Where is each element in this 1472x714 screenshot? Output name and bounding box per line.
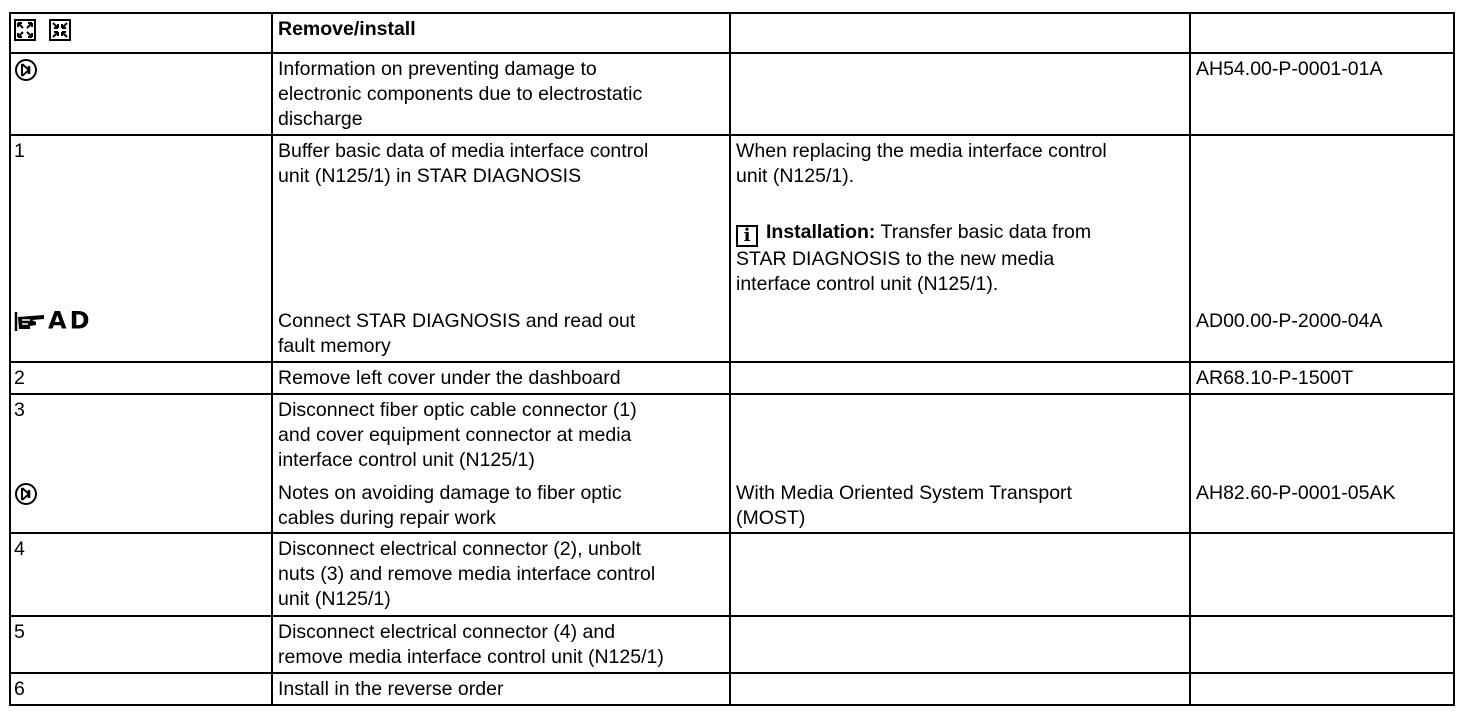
note-cell bbox=[730, 135, 1190, 362]
step-text: Install in the reverse order bbox=[272, 673, 730, 705]
step-number-cell bbox=[10, 394, 272, 533]
sub-step-text: Connect STAR DIAGNOSIS and read out bbox=[278, 310, 636, 332]
step-text: Disconnect fiber optic cable connector (1) bbox=[278, 399, 637, 421]
step-text: Remove left cover under the dashboard bbox=[272, 362, 730, 394]
step-text: remove media interface control unit (N125/1) bbox=[278, 646, 664, 668]
step-cell bbox=[272, 135, 730, 362]
table-row bbox=[10, 362, 1454, 394]
step-number: 4 bbox=[10, 533, 272, 616]
step-text: discharge bbox=[278, 108, 363, 130]
sub-step bbox=[278, 309, 635, 359]
table-row bbox=[10, 673, 1454, 705]
step-cell bbox=[272, 616, 730, 673]
table-row bbox=[10, 394, 1454, 533]
table-row bbox=[10, 53, 1454, 135]
row-marker-cell bbox=[10, 53, 272, 135]
info-text: STAR DIAGNOSIS to the new media bbox=[736, 248, 1055, 270]
step-number: 2 bbox=[10, 362, 272, 394]
reference-cell bbox=[1190, 616, 1454, 673]
sub-step bbox=[278, 481, 622, 531]
header-col4 bbox=[1190, 13, 1454, 53]
info-text: Transfer basic data from bbox=[880, 221, 1092, 243]
step-number: 1 bbox=[14, 140, 25, 162]
note-cell bbox=[730, 362, 1190, 394]
info-note bbox=[736, 220, 1183, 247]
reference-cell bbox=[1190, 394, 1454, 533]
reference-link[interactable]: AD00.00-P-2000-04A bbox=[1196, 310, 1383, 332]
step-text: Disconnect electrical connector (2), unbolt bbox=[278, 538, 642, 560]
reference-cell bbox=[1190, 533, 1454, 616]
step-cell bbox=[272, 533, 730, 616]
info-label: Installation: bbox=[766, 221, 876, 243]
step-number: 6 bbox=[10, 673, 272, 705]
step-text: unit (N125/1) in STAR DIAGNOSIS bbox=[278, 165, 582, 187]
step-text: interface control unit (N125/1) bbox=[278, 449, 535, 471]
step-cell bbox=[272, 53, 730, 135]
note-text: With Media Oriented System Transport bbox=[736, 482, 1072, 504]
ad-label: AD bbox=[48, 306, 93, 335]
sub-step-text: cables during repair work bbox=[278, 507, 496, 529]
step-text: electronic components due to electrostatic bbox=[278, 83, 643, 105]
note-cell bbox=[730, 394, 1190, 533]
sub-step-text: Notes on avoiding damage to fiber optic bbox=[278, 482, 622, 504]
info-text: interface control unit (N125/1). bbox=[736, 273, 999, 295]
remove-icon bbox=[14, 19, 36, 41]
note-cell bbox=[730, 533, 1190, 616]
note-cell bbox=[730, 53, 1190, 135]
esd-warning-icon bbox=[14, 58, 38, 82]
install-icon bbox=[49, 19, 71, 41]
hand-pointer-icon bbox=[14, 309, 48, 333]
sub-note bbox=[736, 481, 1072, 531]
note-cell bbox=[730, 673, 1190, 705]
step-text: Disconnect electrical connector (4) and bbox=[278, 621, 616, 643]
reference-cell bbox=[1190, 673, 1454, 705]
step-text: Buffer basic data of media interface control bbox=[278, 140, 649, 162]
reference-cell bbox=[1190, 135, 1454, 362]
sub-marker bbox=[14, 481, 38, 506]
note-cell bbox=[730, 616, 1190, 673]
note-text: (MOST) bbox=[736, 507, 806, 529]
sub-step-text: fault memory bbox=[278, 335, 391, 357]
step-text: nuts (3) and remove media interface control bbox=[278, 563, 656, 585]
note-text: When replacing the media interface control bbox=[736, 140, 1107, 162]
step-text: unit (N125/1) bbox=[278, 588, 391, 610]
sub-marker bbox=[14, 308, 93, 333]
esd-warning-icon bbox=[14, 482, 38, 506]
header-icons-cell bbox=[10, 13, 272, 53]
table-row bbox=[10, 135, 1454, 362]
table-header-row bbox=[10, 13, 1454, 53]
reference-link[interactable]: AH82.60-P-0001-05AK bbox=[1196, 482, 1396, 504]
info-icon: i bbox=[736, 225, 758, 247]
table-row bbox=[10, 533, 1454, 616]
procedure-table bbox=[9, 12, 1455, 706]
step-text: Information on preventing damage to bbox=[278, 58, 597, 80]
procedure-sheet bbox=[9, 12, 1453, 706]
header-title: Remove/install bbox=[272, 13, 730, 53]
step-number-cell bbox=[10, 135, 272, 362]
reference-link[interactable]: AR68.10-P-1500T bbox=[1190, 362, 1454, 394]
table-row bbox=[10, 616, 1454, 673]
step-number: 5 bbox=[10, 616, 272, 673]
header-col3 bbox=[730, 13, 1190, 53]
reference-link[interactable]: AH54.00-P-0001-01A bbox=[1190, 53, 1454, 135]
step-number: 3 bbox=[14, 399, 25, 421]
note-text: unit (N125/1). bbox=[736, 165, 855, 187]
step-cell bbox=[272, 394, 730, 533]
step-text: and cover equipment connector at media bbox=[278, 424, 632, 446]
